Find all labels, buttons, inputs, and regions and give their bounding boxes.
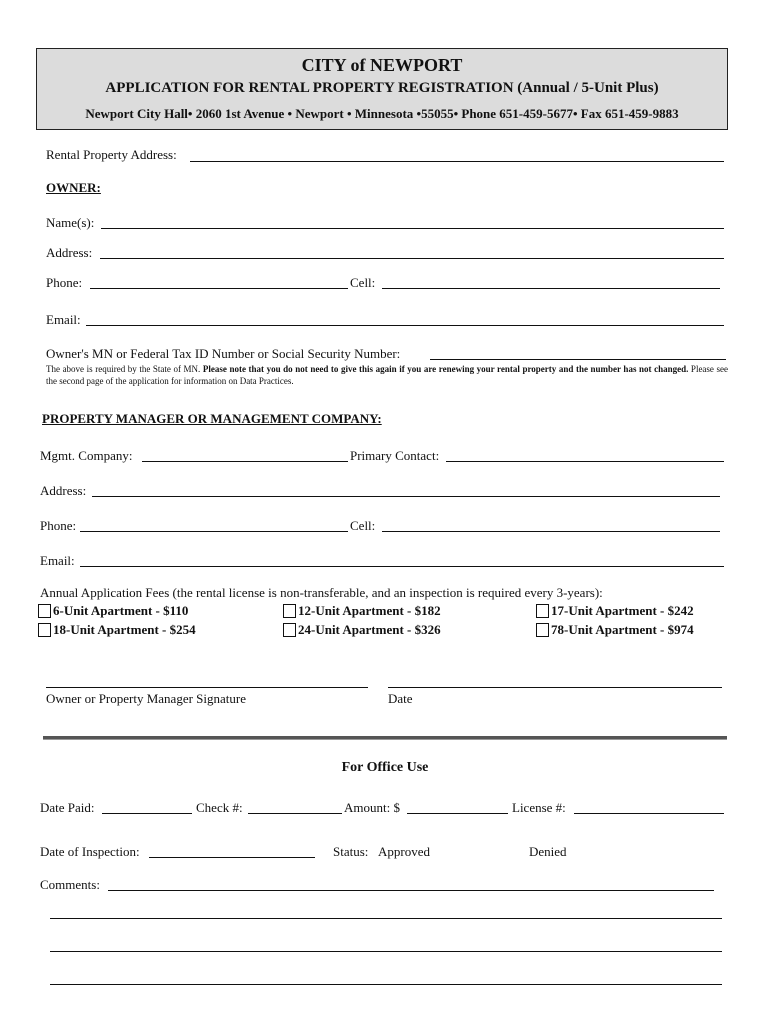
status-denied[interactable]: Denied — [529, 844, 567, 859]
signature-date-field[interactable] — [388, 687, 722, 688]
contact-info: Newport City Hall• 2060 1st Avenue • Newport • Minnesota •55055• Phone 651-459-5677• Fax 651-459-9883 — [85, 106, 679, 121]
fee-label-6-unit: 6-Unit Apartment - $110 — [53, 603, 189, 618]
manager-address-field[interactable] — [92, 496, 720, 497]
manager-email-label: Email: — [40, 553, 75, 568]
fee-checkbox-6-unit[interactable] — [38, 604, 51, 618]
owner-phone-field[interactable] — [90, 288, 348, 289]
comments-field-line-3[interactable] — [50, 951, 722, 952]
comments-field-line-4[interactable] — [50, 984, 722, 985]
amount-field[interactable] — [407, 813, 508, 814]
office-use-heading: For Office Use — [341, 760, 429, 775]
status-label: Status: — [333, 844, 369, 859]
fee-checkbox-78-unit[interactable] — [536, 623, 549, 637]
owner-email-label: Email: — [46, 312, 81, 327]
check-number-label: Check #: — [196, 800, 243, 815]
fee-checkbox-12-unit[interactable] — [283, 604, 296, 618]
owner-cell-field[interactable] — [382, 288, 720, 289]
fee-label-18-unit: 18-Unit Apartment - $254 — [53, 622, 196, 637]
fee-checkbox-18-unit[interactable] — [38, 623, 51, 637]
manager-cell-label: Cell: — [350, 518, 376, 533]
signature-field[interactable] — [46, 687, 368, 688]
comments-field-line-1[interactable] — [108, 890, 714, 891]
owner-taxid-label: Owner's MN or Federal Tax ID Number or Social Security Number: — [46, 346, 401, 361]
inspection-date-field[interactable] — [149, 857, 315, 858]
taxid-note: The above is required by the State of MN. Please note that you do not need to give this again if you are renewing your rental property and the number has not changed. Please see the second page of the application for information on Data Practices. — [46, 364, 728, 386]
fee-label-17-unit: 17-Unit Apartment - $242 — [551, 603, 694, 618]
header-box — [36, 48, 728, 130]
form-title: APPLICATION FOR RENTAL PROPERTY REGISTRATION (Annual / 5-Unit Plus) — [105, 80, 659, 96]
fee-label-78-unit: 78-Unit Apartment - $974 — [551, 622, 694, 637]
owner-heading: OWNER: — [46, 180, 101, 195]
city-title: CITY of NEWPORT — [301, 55, 463, 75]
fee-label-24-unit: 24-Unit Apartment - $326 — [298, 622, 441, 637]
manager-phone-field[interactable] — [80, 531, 348, 532]
owner-address-label: Address: — [46, 245, 93, 260]
manager-phone-label: Phone: — [40, 518, 77, 533]
fees-intro: Annual Application Fees (the rental license is non-transferable, and an inspection is required every 3-years): — [40, 585, 603, 600]
owner-taxid-field[interactable] — [430, 359, 726, 360]
date-paid-field[interactable] — [102, 813, 192, 814]
comments-label: Comments: — [40, 877, 100, 892]
rental-address-field[interactable] — [190, 161, 724, 162]
owner-names-label: Name(s): — [46, 215, 95, 230]
fee-label-12-unit: 12-Unit Apartment - $182 — [298, 603, 441, 618]
amount-label: Amount: $ — [344, 800, 400, 815]
check-number-field[interactable] — [248, 813, 342, 814]
signature-date-label: Date — [388, 691, 413, 706]
owner-email-field[interactable] — [86, 325, 724, 326]
license-number-label: License #: — [512, 800, 566, 815]
rental-address-label: Rental Property Address: — [46, 147, 177, 162]
owner-phone-label: Phone: — [46, 275, 83, 290]
status-approved[interactable]: Approved — [378, 844, 430, 859]
fee-checkbox-17-unit[interactable] — [536, 604, 549, 618]
date-paid-label: Date Paid: — [40, 800, 95, 815]
owner-cell-label: Cell: — [350, 275, 376, 290]
manager-cell-field[interactable] — [382, 531, 720, 532]
manager-heading: PROPERTY MANAGER OR MANAGEMENT COMPANY: — [42, 411, 382, 426]
primary-contact-label: Primary Contact: — [350, 448, 440, 463]
manager-email-field[interactable] — [80, 566, 724, 567]
license-number-field[interactable] — [574, 813, 724, 814]
owner-names-field[interactable] — [101, 228, 724, 229]
mgmt-company-label: Mgmt. Company: — [40, 448, 133, 463]
comments-field-line-2[interactable] — [50, 918, 722, 919]
mgmt-company-field[interactable] — [142, 461, 348, 462]
inspection-date-label: Date of Inspection: — [40, 844, 140, 859]
fee-checkbox-24-unit[interactable] — [283, 623, 296, 637]
manager-address-label: Address: — [40, 483, 87, 498]
section-divider — [43, 736, 727, 740]
primary-contact-field[interactable] — [446, 461, 724, 462]
signature-label: Owner or Property Manager Signature — [46, 691, 246, 706]
owner-address-field[interactable] — [100, 258, 724, 259]
